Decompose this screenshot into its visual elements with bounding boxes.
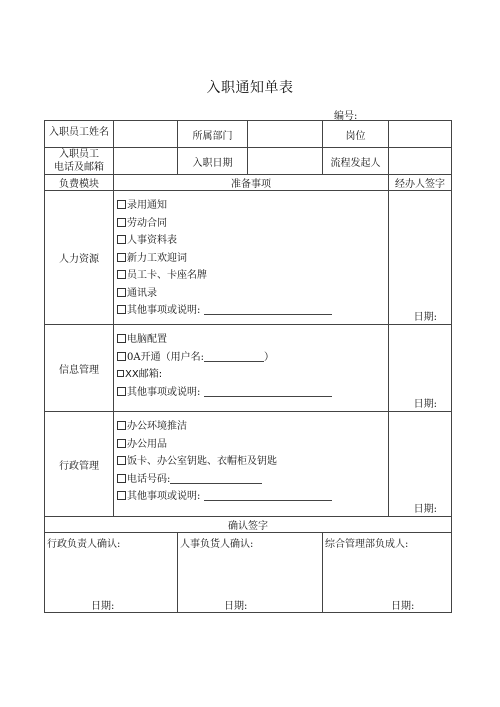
checklist-item[interactable]	[117, 285, 388, 303]
notes-line[interactable]	[204, 386, 332, 397]
section-name: 人力资源	[45, 191, 114, 325]
checklist-item-label: 劳动合同	[127, 217, 167, 229]
checklist-item-label: 其他事项或说明:	[127, 386, 201, 398]
checkbox[interactable]	[117, 270, 126, 279]
checkbox[interactable]	[117, 421, 126, 430]
checklist-item[interactable]	[117, 384, 388, 402]
checkbox[interactable]	[117, 491, 126, 500]
contact-label	[45, 148, 114, 175]
onboarding-form-table	[44, 120, 452, 613]
confirm-signature-row	[45, 533, 452, 613]
checklist-item[interactable]	[117, 471, 388, 489]
oa-close-paren: ）	[263, 351, 274, 363]
handler-signature-cell[interactable]	[389, 325, 452, 412]
checkbox[interactable]	[117, 288, 126, 297]
checklist-item[interactable]	[117, 488, 388, 506]
date-label: 日期:	[413, 504, 437, 515]
checkbox[interactable]	[117, 218, 126, 227]
contact-label-line1: 入职员工	[59, 149, 99, 160]
checkbox[interactable]	[117, 439, 126, 448]
position-label: 岗位	[323, 121, 389, 148]
checklist-item-label: XX邮箱:	[125, 369, 163, 380]
handler-column-header: 经办人签字	[389, 175, 452, 191]
date-label: 日期:	[413, 312, 437, 323]
checklist-item[interactable]	[117, 331, 388, 349]
date-label: 日期:	[413, 399, 437, 410]
entry-date-cell[interactable]	[248, 148, 323, 175]
checklist-item[interactable]	[117, 436, 388, 454]
checkbox[interactable]	[117, 235, 126, 244]
checkbox[interactable]	[117, 305, 126, 314]
checklist-item-label: 电脑配置	[127, 334, 167, 345]
section-items	[114, 191, 389, 325]
department-label: 所属部门	[178, 121, 248, 148]
checklist-item[interactable]	[117, 267, 388, 285]
confirm-heading: 确认签字	[45, 517, 452, 533]
section-items	[114, 325, 389, 412]
checklist-item-label: 电话号码:	[127, 473, 171, 485]
checkbox[interactable]	[117, 387, 126, 396]
checkbox[interactable]	[117, 352, 126, 361]
module-column-header: 负费模块	[45, 175, 114, 191]
checklist-item-label: 办公用品	[127, 438, 167, 450]
prep-column-header: 准备事项	[114, 175, 389, 191]
checklist-item-label: 其他事项或说明:	[127, 491, 201, 502]
position-cell[interactable]	[389, 121, 452, 148]
contact-cell[interactable]	[114, 148, 178, 175]
checklist-item[interactable]	[117, 418, 388, 436]
hr-confirm-cell[interactable]	[178, 533, 323, 613]
section-name: 信息管理	[45, 325, 114, 412]
section-admin	[45, 412, 452, 517]
entry-date-label: 入职日期	[178, 148, 248, 175]
username-line[interactable]	[204, 351, 264, 362]
checklist-item[interactable]	[117, 215, 388, 233]
checklist-item-label: 新力工欢迎词	[127, 252, 187, 264]
date-label: 日期:	[91, 601, 115, 612]
checklist-item-label: 员工卡、卡座名牌	[127, 270, 207, 281]
column-header-row	[45, 175, 452, 191]
employee-name-label: 入职员工姓名	[45, 121, 114, 148]
admin-confirm-cell[interactable]	[45, 533, 178, 613]
phone-line[interactable]	[170, 473, 262, 484]
contact-label-line2: 电话及邮箱	[54, 162, 104, 173]
employee-name-cell[interactable]	[114, 121, 178, 148]
checklist-item-label: 通讯录	[127, 287, 157, 299]
date-label: 日期:	[224, 601, 248, 612]
section-it	[45, 325, 452, 412]
checkbox[interactable]	[117, 334, 126, 343]
general-confirm-label: 综合管理部负成人:	[325, 539, 409, 550]
checklist-item-label: 其他事项或说明:	[127, 305, 201, 316]
checkbox[interactable]	[117, 370, 124, 377]
checkbox[interactable]	[117, 474, 126, 483]
checklist-item[interactable]	[117, 302, 388, 320]
checklist-item-label: 人事资料表	[127, 235, 177, 246]
checklist-item[interactable]	[117, 250, 388, 268]
initiator-cell[interactable]	[389, 148, 452, 175]
checkbox[interactable]	[117, 253, 126, 262]
confirm-heading-row	[45, 517, 452, 533]
serial-number-label: 编号:	[334, 111, 358, 122]
department-cell[interactable]	[248, 121, 323, 148]
admin-confirm-label: 行政负责人确认:	[47, 539, 121, 550]
checklist-item-label: 饭卡、办公室钥匙、衣帽柜及钥匙	[127, 456, 277, 467]
checklist-item[interactable]	[117, 232, 388, 250]
form-title: 入职通知单表	[206, 80, 294, 96]
checkbox[interactable]	[117, 456, 126, 465]
hr-confirm-label: 人事负货人确认:	[180, 539, 254, 550]
checklist-item[interactable]	[117, 366, 388, 384]
checklist-item[interactable]	[117, 349, 388, 367]
section-name: 行政管理	[45, 412, 114, 517]
initiator-label: 流程发起人	[323, 148, 389, 175]
notes-line[interactable]	[204, 490, 332, 501]
notes-line[interactable]	[204, 304, 332, 315]
section-hr	[45, 191, 452, 325]
date-label: 日期:	[391, 601, 415, 612]
checklist-item-label: 0A开通（用户名:	[127, 351, 204, 363]
general-confirm-cell[interactable]	[323, 533, 452, 613]
checklist-item-label: 录用通知	[127, 200, 167, 211]
header-row-contact	[45, 148, 452, 175]
section-items	[114, 412, 389, 517]
handler-signature-cell[interactable]	[389, 412, 452, 517]
header-row-name	[45, 121, 452, 148]
checkbox[interactable]	[117, 200, 126, 209]
checklist-item-label: 办公环境推洁	[127, 421, 187, 432]
handler-signature-cell[interactable]	[389, 191, 452, 325]
checklist-item[interactable]	[117, 197, 388, 215]
checklist-item[interactable]	[117, 453, 388, 471]
